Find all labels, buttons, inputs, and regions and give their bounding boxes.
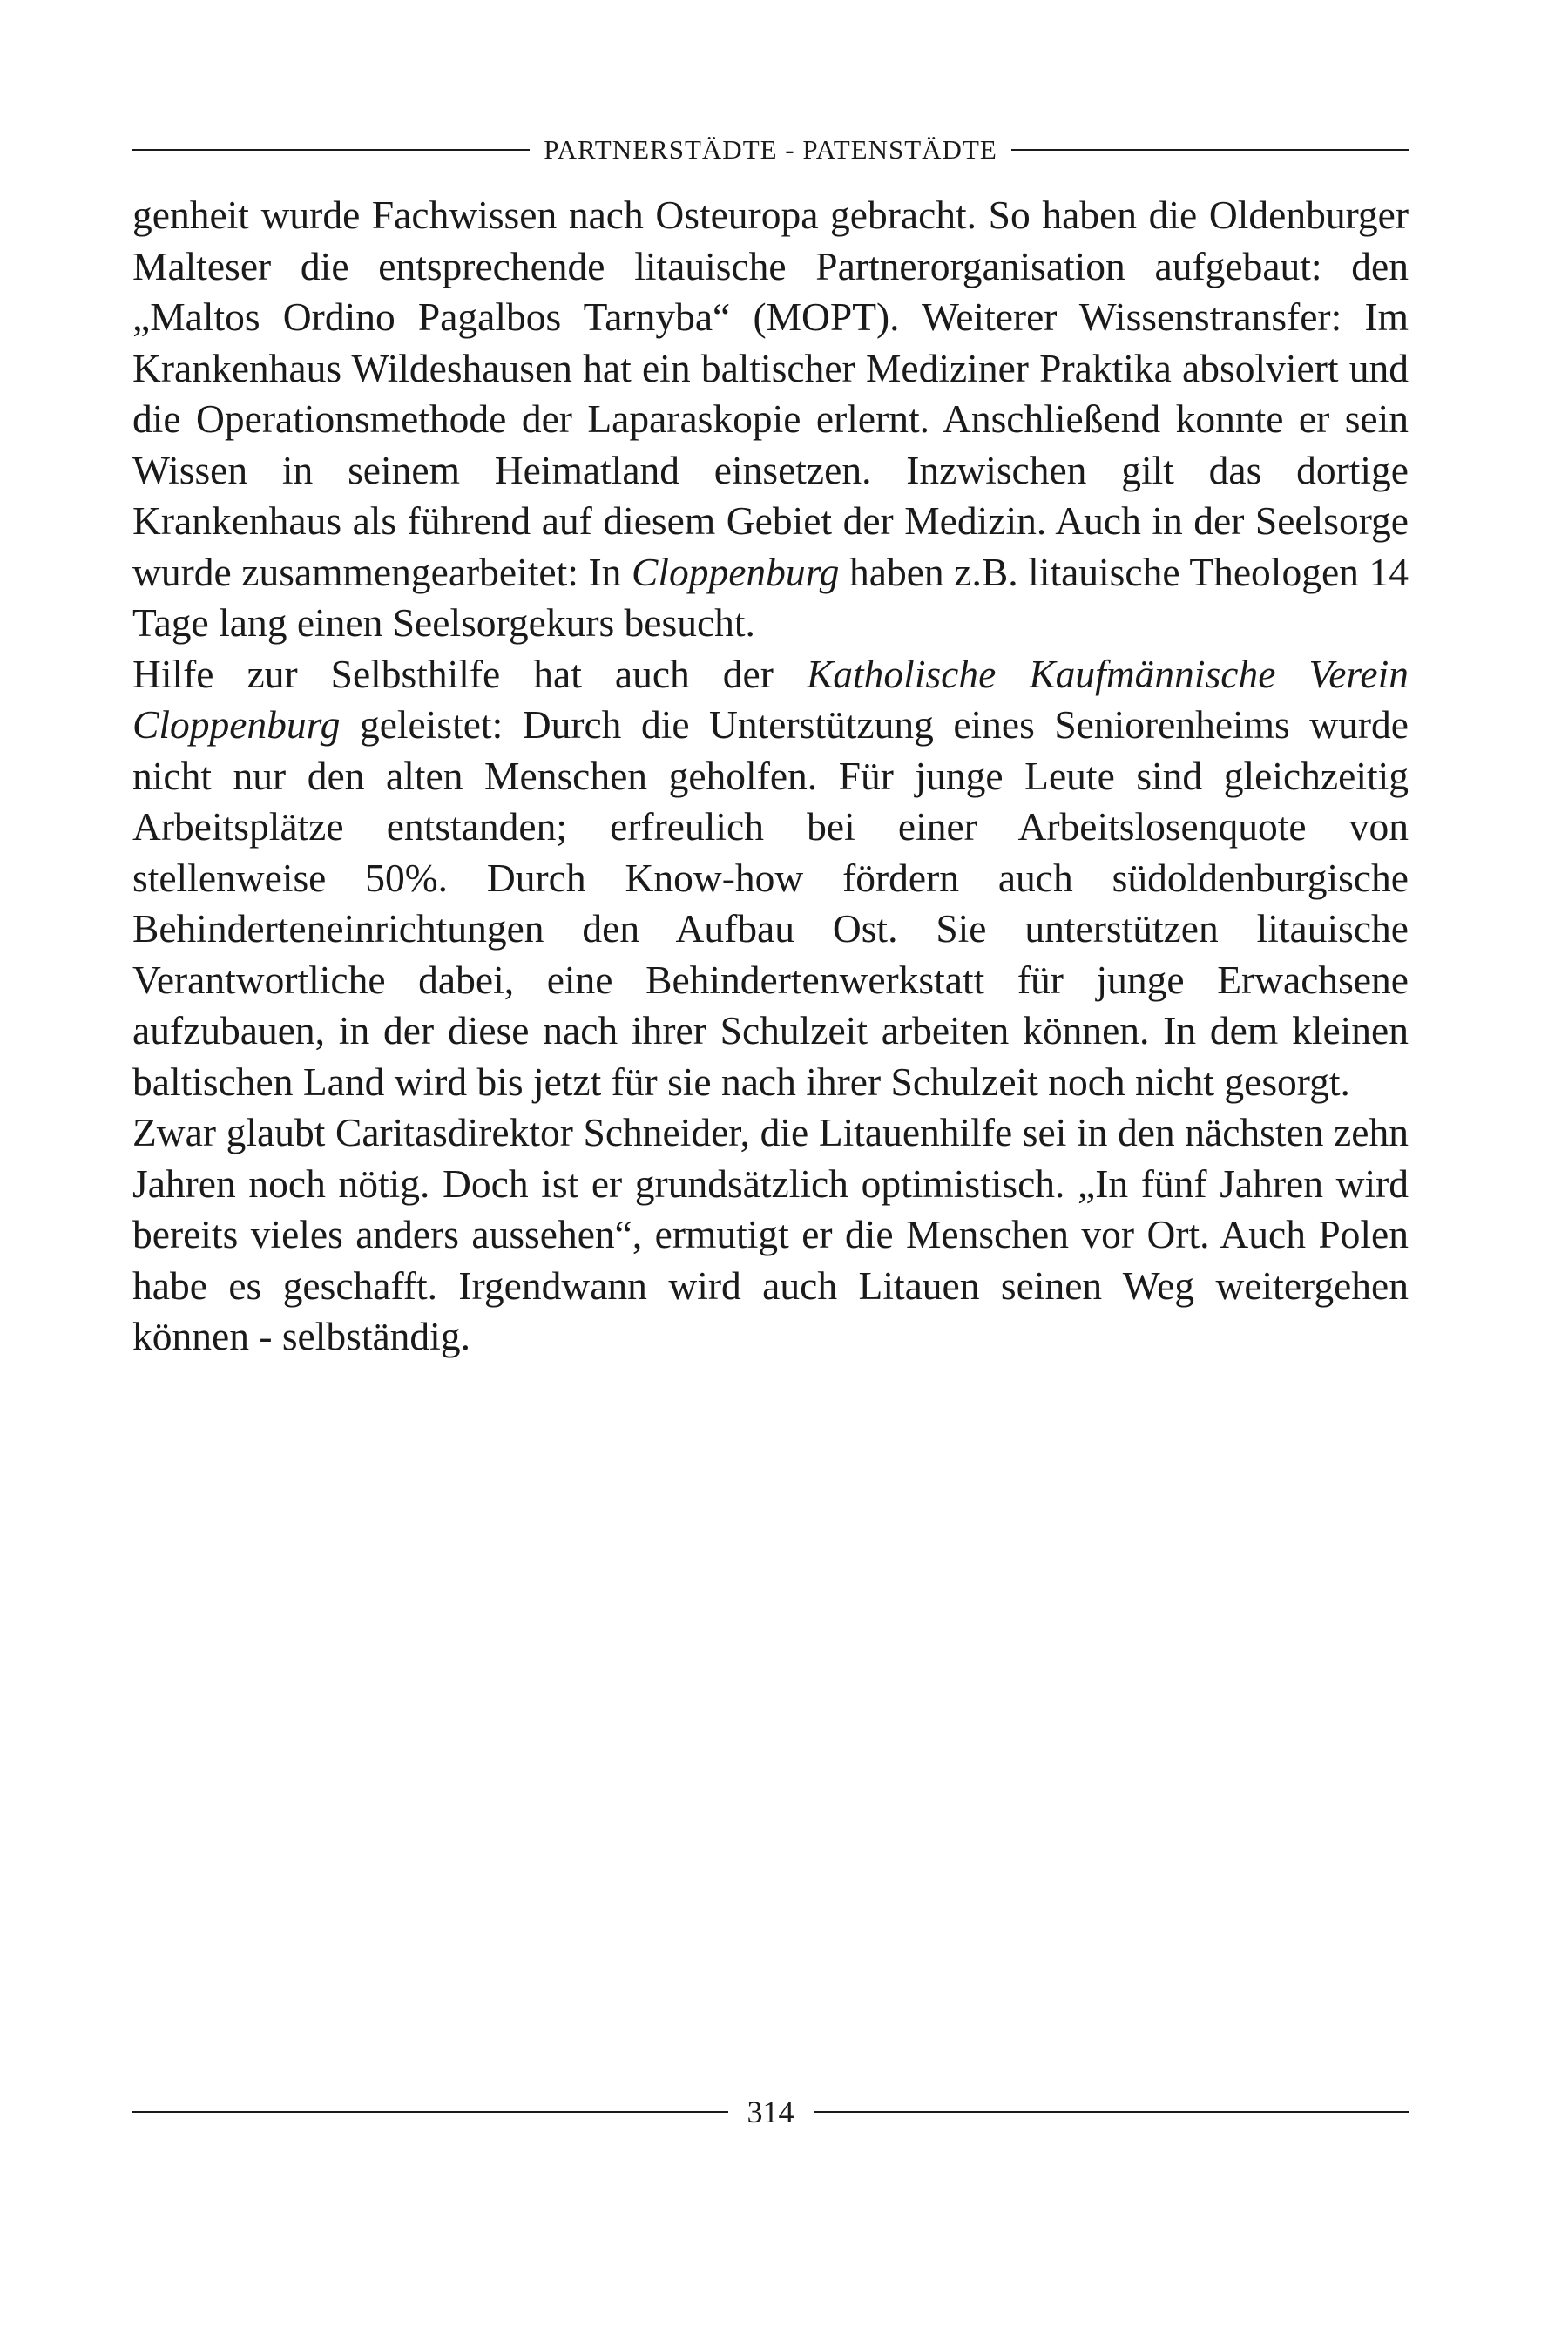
text-run: Zwar glaubt Caritasdirektor Schneider, die Litauenhilfe sei in den nächsten zehn Jahren noch nötig. Doch ist er grundsätzlich optimistisch. „In fünf Jahren wird bereits vieles anders aussehen“, ermutigt er die Menschen vor Ort. Auch Polen habe es geschafft. Irgendwann wird auch Litauen seinen Weg weitergehen können - selbständig. xyxy=(132,1110,1409,1358)
text-run-italic: Cloppenburg xyxy=(631,549,840,594)
text-run-italic: Katholische Kaufmännische Verein Cloppenburg xyxy=(132,651,1409,747)
footer-rule-left xyxy=(132,2111,728,2113)
header-rule-right xyxy=(1011,149,1409,151)
header-rule-left xyxy=(132,149,530,151)
text-run: Hilfe zur Selbsthilfe hat auch der xyxy=(132,651,807,696)
paragraph xyxy=(132,190,1409,649)
page-number: 314 xyxy=(747,2095,794,2129)
text-run: geleistet: Durch die Unterstützung eines Seniorenheims wurde nicht nur den alten Menschen geholfen. Für junge Leute sind gleichzeitig Arbeitsplätze entstanden; erfreulich bei einer Arbeitslosenquote von stellenweise 50%. Durch Know-how fördern auch südoldenburgische Behinderteneinrichtungen den Aufbau Ost. Sie unterstützen litauische Verantwortliche dabei, eine Behindertenwerkstatt für junge Erwachsene aufzubauen, in der diese nach ihrer Schulzeit arbeiten können. In dem kleinen baltischen Land wird bis jetzt für sie nach ihrer Schulzeit noch nicht gesorgt. xyxy=(132,702,1409,1104)
text-run: genheit wurde Fachwissen nach Osteuropa gebracht. So haben die Oldenburger Malteser die entsprechende litauische Partnerorganisation aufgebaut: den „Maltos Ordino Pagalbos Tarnyba“ (MOPT). Weiterer Wissenstransfer: Im Krankenhaus Wildeshausen hat ein baltischer Mediziner Praktika absolviert und die Operationsmethode der Laparaskopie erlernt. Anschließend konnte er sein Wissen in seinem Heimatland einsetzen. Inzwischen gilt das dortige Krankenhaus als führend auf diesem Gebiet der Medizin. Auch in der Seelsorge wurde zusammengearbeitet: In xyxy=(132,193,1409,594)
paragraph xyxy=(132,1107,1409,1363)
body-text xyxy=(132,190,1409,1363)
page-footer xyxy=(132,2088,1409,2135)
running-header xyxy=(132,129,1409,171)
paragraph xyxy=(132,649,1409,1108)
text-run: haben z.B. litauische Theologen 14 Tage lang einen Seelsorgekurs besucht. xyxy=(132,549,1409,645)
running-title: PARTNERSTÄDTE - PATENSTÄDTE xyxy=(544,134,997,165)
footer-rule-right xyxy=(814,2111,1409,2113)
